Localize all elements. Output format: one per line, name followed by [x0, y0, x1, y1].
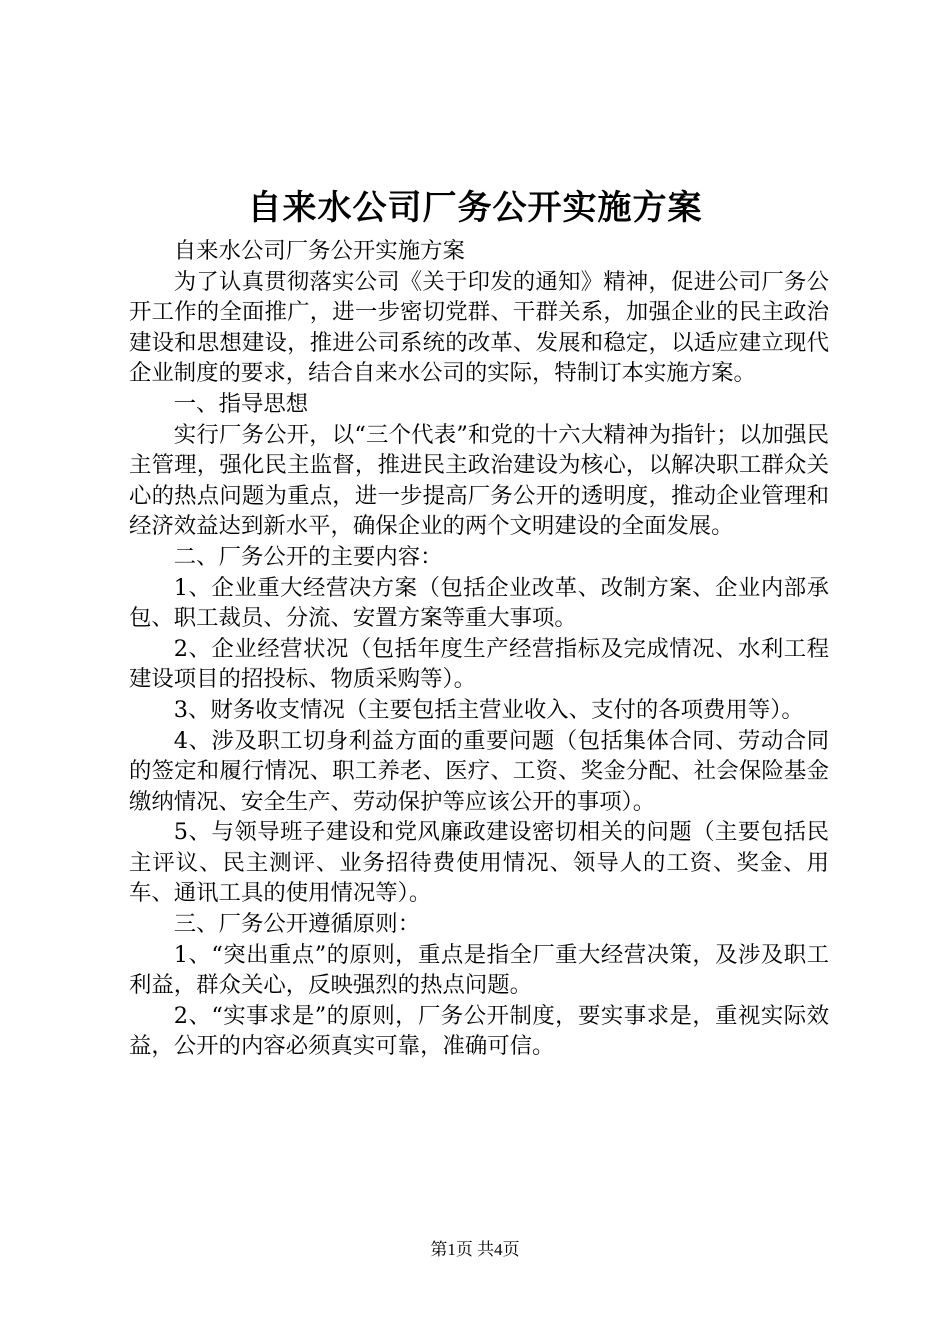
list-item: 5、与领导班子建设和党风廉政建设密切相关的问题（主要包括民主评议、民主测评、业务招待费使用情况、领导人的工资、奖金、用车、通讯工具的使用情况等）。: [129, 819, 829, 907]
section-heading: 二、厂务公开的主要内容：: [173, 543, 443, 570]
list-item: 2、企业经营状况（包括年度生产经营指标及完成情况、水利工程建设项目的招投标、物质采购等）。: [129, 635, 829, 693]
list-item: 1、“突出重点”的原则，重点是指全厂重大经营决策，及涉及职工利益，群众关心，反映强烈的热点问题。: [129, 941, 829, 999]
page-footer: 第1页 共4页: [430, 1240, 520, 1259]
section-heading: 一、指导思想: [173, 390, 309, 417]
list-item: 2、“实事求是”的原则，厂务公开制度，要实事求是，重视实际效益，公开的内容必须真实可靠，准确可信。: [129, 1002, 829, 1060]
list-item: 1、企业重大经营决方案（包括企业改革、改制方案、企业内部承包、职工裁员、分流、安置方案等重大事项。: [129, 574, 829, 632]
list-item: 4、涉及职工切身利益方面的重要问题（包括集体合同、劳动合同的签定和履行情况、职工养老、医疗、工资、奖金分配、社会保险基金缴纳情况、安全生产、劳动保护等应该公开的事项）。: [129, 727, 829, 815]
paragraph: 为了认真贯彻落实公司《关于印发的通知》精神，促进公司厂务公开工作的全面推广，进一步密切党群、干群关系，加强企业的民主政治建设和思想建设，推进公司系统的改革、发展和稳定，以适应建立现代企业制度的要求，结合自来水公司的实际，特制订本实施方案。: [129, 268, 829, 387]
paragraph: 实行厂务公开，以“三个代表”和党的十六大精神为指针；以加强民主管理，强化民主监督，推进民主政治建设为核心，以解决职工群众关心的热点问题为重点，进一步提高厂务公开的透明度，推动企业管理和经济效益达到新水平，确保企业的两个文明建设的全面发展。: [129, 421, 829, 540]
document-body: [129, 236, 829, 1062]
list-item: 3、财务收支情况（主要包括主营业收入、支付的各项费用等）。: [173, 696, 804, 723]
paragraph: 自来水公司厂务公开实施方案: [173, 238, 465, 264]
document-title: 自来水公司厂务公开实施方案: [247, 188, 703, 228]
section-heading: 三、厂务公开遵循原则：: [173, 911, 421, 938]
